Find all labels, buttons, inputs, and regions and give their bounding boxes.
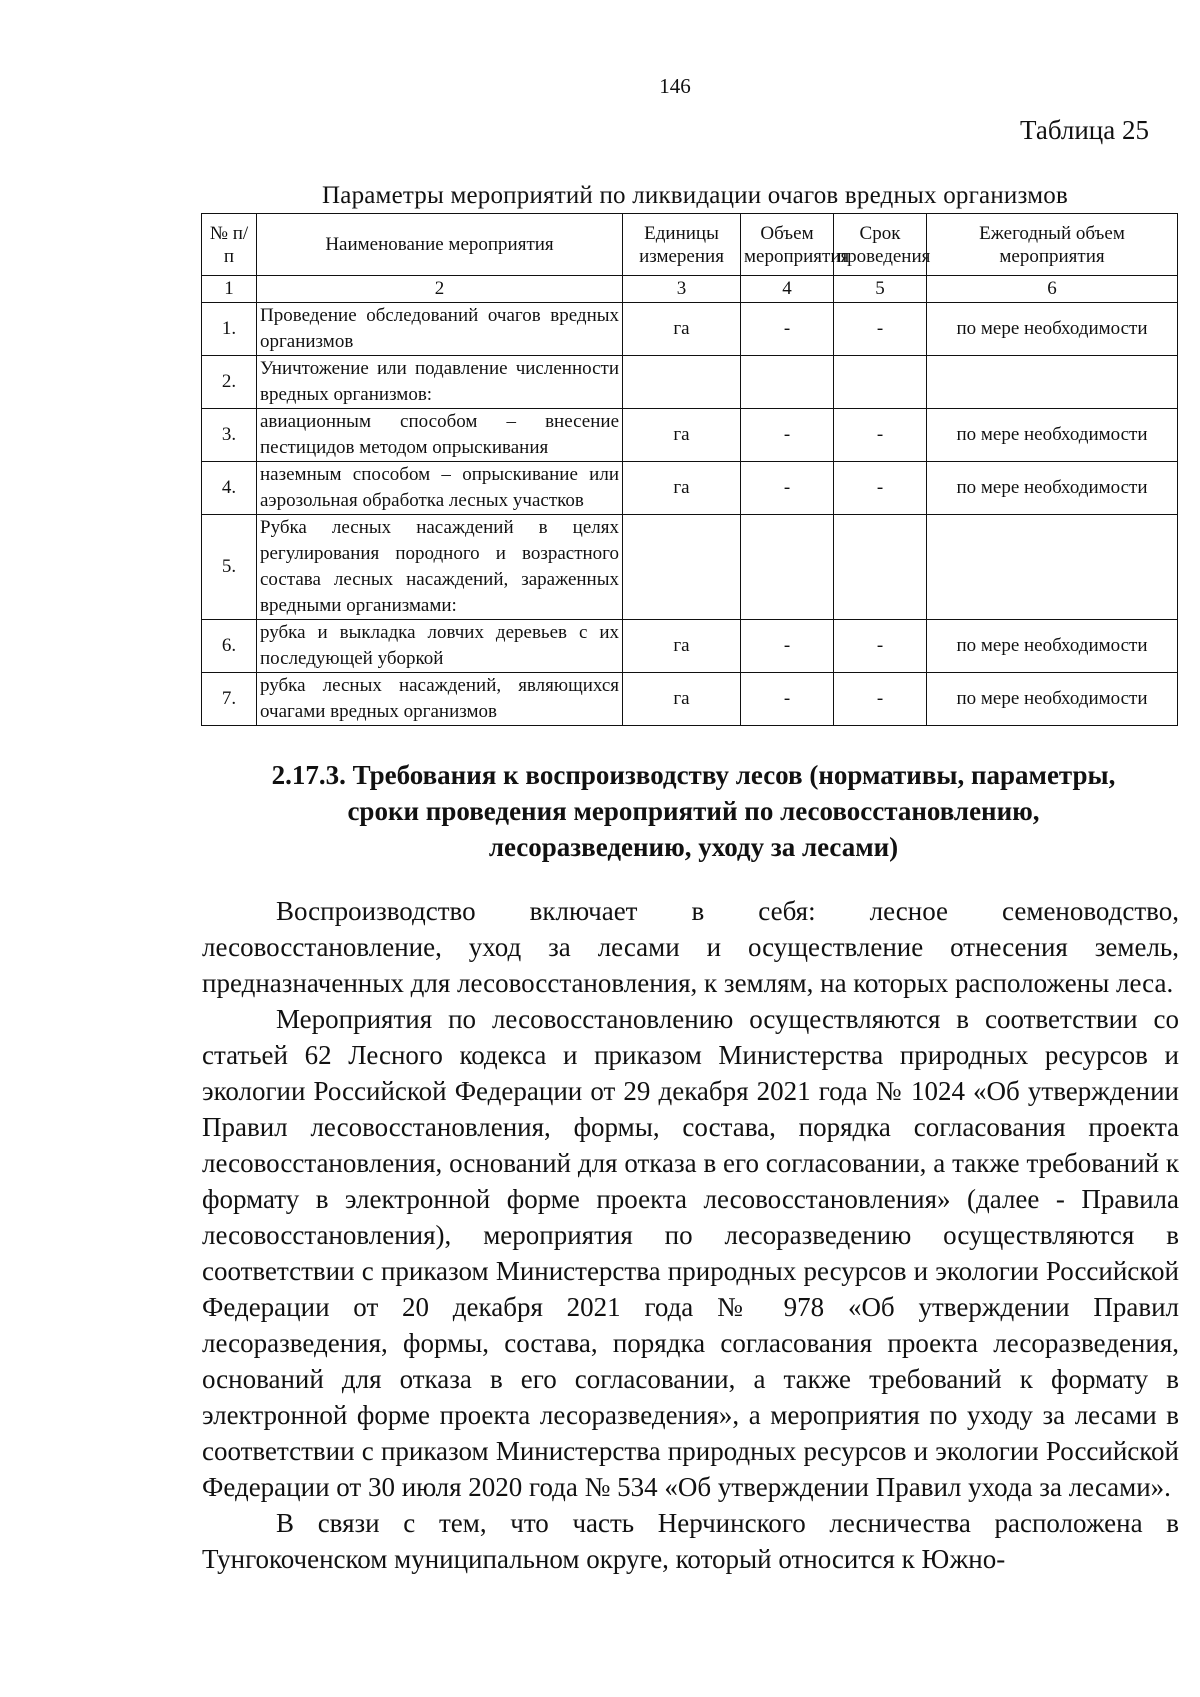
table-row bbox=[202, 303, 1178, 356]
row-num: 6. bbox=[202, 620, 257, 673]
table-row bbox=[202, 515, 1178, 620]
table-row bbox=[202, 620, 1178, 673]
row-annual bbox=[927, 356, 1178, 409]
row-unit: га bbox=[623, 620, 741, 673]
table-index-row bbox=[202, 276, 1178, 303]
table-row bbox=[202, 673, 1178, 726]
column-index: 3 bbox=[623, 276, 741, 303]
row-unit: га bbox=[623, 303, 741, 356]
column-index: 2 bbox=[257, 276, 623, 303]
row-annual: по мере необходимости bbox=[927, 409, 1178, 462]
section-heading-line: сроки проведения мероприятий по лесовосстановлению, bbox=[347, 796, 1040, 826]
column-index: 5 bbox=[834, 276, 927, 303]
row-name: наземным способом – опрыскивание или аэрозольная обработка лесных участков bbox=[257, 462, 623, 515]
row-volume: - bbox=[741, 673, 834, 726]
row-num: 1. bbox=[202, 303, 257, 356]
row-volume bbox=[741, 515, 834, 620]
row-name: Проведение обследований очагов вредных организмов bbox=[257, 303, 623, 356]
row-num: 3. bbox=[202, 409, 257, 462]
header-term: Срок проведения bbox=[834, 214, 927, 276]
row-annual: по мере необходимости bbox=[927, 673, 1178, 726]
row-term: - bbox=[834, 462, 927, 515]
column-index: 4 bbox=[741, 276, 834, 303]
row-num: 5. bbox=[202, 515, 257, 620]
table-row bbox=[202, 356, 1178, 409]
row-num: 2. bbox=[202, 356, 257, 409]
row-unit: га bbox=[623, 462, 741, 515]
row-name: рубка лесных насаждений, являющихся очагами вредных организмов bbox=[257, 673, 623, 726]
column-index: 6 bbox=[927, 276, 1178, 303]
header-annual: Ежегодный объем мероприятия bbox=[927, 214, 1178, 276]
row-unit bbox=[623, 515, 741, 620]
header-unit: Единицы измерения bbox=[623, 214, 741, 276]
row-term: - bbox=[834, 409, 927, 462]
row-term bbox=[834, 356, 927, 409]
row-term: - bbox=[834, 673, 927, 726]
row-name: авиационным способом – внесение пестицидов методом опрыскивания bbox=[257, 409, 623, 462]
column-index: 1 bbox=[202, 276, 257, 303]
section-heading-line: лесоразведению, уходу за лесами) bbox=[488, 832, 899, 862]
table-row bbox=[202, 462, 1178, 515]
paragraph: Мероприятия по лесовосстановлению осуществляются в соответствии со статьей 62 Лесного кодекса и приказом Министерства природных ресурсов и экологии Российской Федерации от 29 декабря 2021 года № 1024 «Об утверждении Правил лесовосстановления, формы, состава, порядка согласования проекта лесовосстановления, оснований для отказа в его согласовании, а также требований к формату в электронной форме проекта лесовосстановления» (далее - Правила лесовосстановления), мероприятия по лесоразведению осуществляются в соответствии с приказом Министерства природных ресурсов и экологии Российской Федерации от 20 декабря 2021 года № 978 «Об утверждении Правил лесоразведения, формы, состава, порядка согласования проекта лесоразведения, оснований для отказа в его согласовании, а также требований к формату в электронной форме проекта лесоразведения», а мероприятия по уходу за лесами в соответствии с приказом Министерства природных ресурсов и экологии Российской Федерации от 30 июля 2020 года № 534 «Об утверждении Правил ухода за лесами». bbox=[202, 1004, 1179, 1502]
row-unit: га bbox=[623, 673, 741, 726]
measures-table bbox=[201, 213, 1178, 726]
row-name: Рубка лесных насаждений в целях регулирования породного и возрастного состава лесных насаждений, зараженных вредными организмами: bbox=[257, 515, 623, 620]
section-heading-line: 2.17.3. Требования к воспроизводству лесов (нормативы, параметры, bbox=[271, 760, 1116, 790]
row-unit: га bbox=[623, 409, 741, 462]
row-name: Уничтожение или подавление численности вредных организмов: bbox=[257, 356, 623, 409]
row-annual: по мере необходимости bbox=[927, 462, 1178, 515]
header-num: № п/п bbox=[202, 214, 257, 276]
row-annual: по мере необходимости bbox=[927, 303, 1178, 356]
paragraph: Воспроизводство включает в себя: лесное семеноводство, лесовосстановление, уход за лесами и осуществление отнесения земель, предназначенных для лесовосстановления, к землям, на которых расположены леса. bbox=[202, 896, 1179, 998]
header-volume: Объем мероприятия bbox=[741, 214, 834, 276]
row-term: - bbox=[834, 620, 927, 673]
row-volume: - bbox=[741, 462, 834, 515]
row-volume: - bbox=[741, 620, 834, 673]
row-term bbox=[834, 515, 927, 620]
section-heading bbox=[200, 757, 1187, 865]
row-name: рубка и выкладка ловчих деревьев с их последующей уборкой bbox=[257, 620, 623, 673]
row-volume bbox=[741, 356, 834, 409]
row-annual bbox=[927, 515, 1178, 620]
row-volume: - bbox=[741, 303, 834, 356]
table-title: Параметры мероприятий по ликвидации очагов вредных организмов bbox=[322, 182, 1068, 209]
header-name: Наименование мероприятия bbox=[257, 214, 623, 276]
table-row bbox=[202, 409, 1178, 462]
row-volume: - bbox=[741, 409, 834, 462]
page-number: 146 bbox=[659, 74, 691, 98]
row-num: 7. bbox=[202, 673, 257, 726]
row-num: 4. bbox=[202, 462, 257, 515]
table-header-row bbox=[202, 214, 1178, 276]
row-unit bbox=[623, 356, 741, 409]
body-text bbox=[202, 893, 1179, 1577]
paragraph: В связи с тем, что часть Нерчинского лесничества расположена в Тунгокоченском муниципальном округе, который относится к Южно- bbox=[202, 1508, 1179, 1574]
row-annual: по мере необходимости bbox=[927, 620, 1178, 673]
table-label: Таблица 25 bbox=[1020, 115, 1149, 145]
row-term: - bbox=[834, 303, 927, 356]
